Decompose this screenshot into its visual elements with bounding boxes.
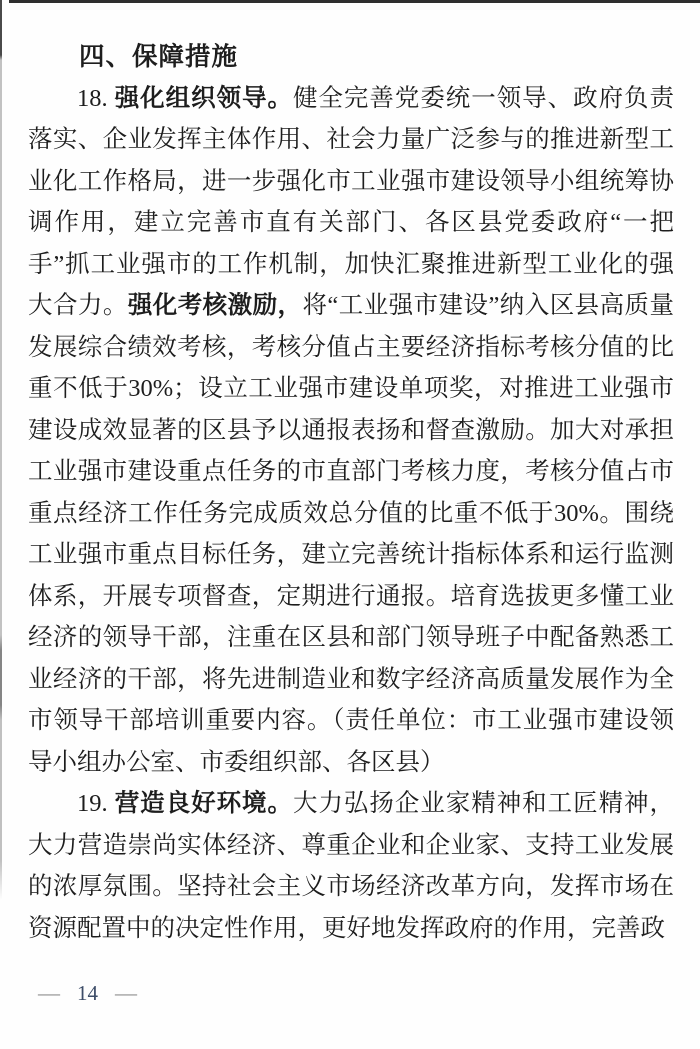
text-segment-bold: 强化组织领导。	[114, 84, 293, 112]
text-segment-bold: 强化考核激励，	[127, 292, 303, 319]
text-segment-normal: 健全完善党委统一领导、政府负责落实、企业发挥主体作用、社会力量广泛参与的推进新型工业化工作格局，进一步强化市工业强市建设领导小组统筹协调作用，建立完善市直有关部门、各区县党委政府“一把手”抓工业强市的工作机制，加快汇聚推进新型工业化的强大合力。	[28, 84, 675, 319]
text-segment-normal: 19.	[77, 790, 115, 817]
page-number-value: 14	[77, 980, 98, 1005]
text-segment-normal: 将“工业强市建设”纳入区县高质量发展综合绩效考核，考核分值占主要经济指标考核分值的比重不低于30%；设立工业强市建设单项奖，对推进工业强市建设成效显著的区县予以通报表扬和督查激励。加大对承担工业强市建设重点任务的市直部门考核力度，考核分值占市重点经济工作任务完成质效总分值的比重不低于30%。围绕工业强市重点目标任务，建立完善统计指标体系和运行监测体系，开展专项督查，定期进行通报。培育选拔更多懂工业经济的领导干部，注重在区县和部门领导班子中配备熟悉工业经济的干部，将先进制造业和数字经济高质量发展作为全市领导干部培训重要内容。	[28, 292, 675, 734]
page-number	[38, 980, 137, 1006]
text-segment-normal: 大力弘扬企业家精神和工匠精神，大力营造崇尚实体经济、尊重企业和企业家、支持工业发展的浓厚氛围。坚持社会主义市场经济改革方向，发挥市场在资源配置中的决定性作用，更好地发挥政府的作用，完善政	[28, 790, 675, 942]
scan-edge-left	[0, 0, 2, 900]
text-segment-kai: （责任单位：市工业强市建设领导小组办公室、市委组织部、各区县）	[28, 707, 675, 776]
text-segment-normal: 18.	[77, 84, 115, 112]
page-number-dash-left: —	[38, 980, 60, 1005]
paragraphs-container	[28, 78, 674, 950]
page-number-dash-right: —	[115, 980, 137, 1005]
scan-edge-top	[9, 0, 700, 3]
paragraph-item-18	[28, 78, 674, 784]
text-segment-bold: 营造良好环境。	[114, 790, 293, 817]
section-heading: 四、保障措施	[79, 42, 239, 71]
paragraph-item-19	[28, 783, 674, 949]
document-body	[28, 36, 674, 949]
